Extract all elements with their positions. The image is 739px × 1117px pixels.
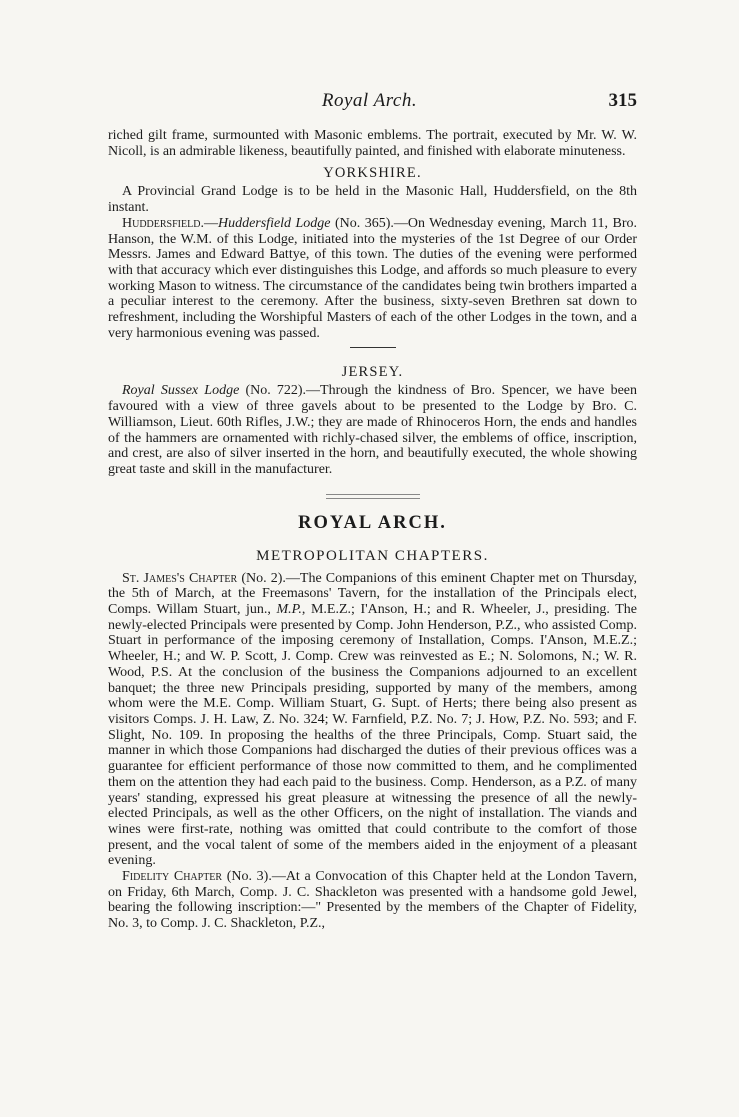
paragraph-provincial-grand-lodge: A Provincial Grand Lodge is to be held in the Masonic Hall, Huddersfield, on the 8th instant. <box>108 184 637 216</box>
page-content <box>108 128 637 932</box>
lodge-name: Huddersfield Lodge <box>217 215 331 231</box>
running-title: Royal Arch. <box>321 90 418 111</box>
paragraph-text: (No. 722).—Through the kindness of Bro. Spencer, we have been favoured with a view of three gavels about to be presented to the Lodge by Bro. C. Williamson, Lieut. 60th Rifles, J.W.; they are made of Rhinoceros Horn, the ends and handles of the hammers are ornamented with richly-chased silver, the emblems of office, inscription, and crest, are also of silver inserted in the horn, and beautifully executed, the whole showing great taste and skill in the manufacturer. <box>108 383 637 477</box>
lodge-name: Royal Sussex Lodge <box>122 383 240 399</box>
paragraph-text: (No. 365).—On Wednesday evening, March 11, Bro. Hanson, the W.M. of this Lodge, initiated into the mysteries of the 1st Degree of our Order Messrs. James and Edward Battye, of this town. The duties of the evening were performed with that accuracy which ever distinguishes this Lodge, and affords so much pleasure to every working Mason to witness. The circumstance of the candidates being twin brothers imparted a a peculiar interest to the ceremony. After the business, sixty-seven Brethren sat down to refreshment, including the Worshipful Masters of each of the other Lodges in the town, and a very harmonious evening was passed. <box>108 215 637 341</box>
paragraph-st-james-chapter <box>108 571 637 869</box>
paragraph-portrait: riched gilt frame, surmounted with Masonic emblems. The portrait, executed by Mr. W. W. Nicoll, is an admirable likeness, beautifully painted, and finished with elaborate minuteness. <box>108 128 637 159</box>
paragraph-fidelity-chapter <box>108 869 637 932</box>
section-heading-yorkshire: YORKSHIRE. <box>323 165 422 182</box>
em-dash: — <box>203 215 218 231</box>
running-head <box>0 90 739 114</box>
mp-title: M.P. <box>276 602 302 618</box>
page-number: 315 <box>608 90 637 111</box>
section-heading-jersey: JERSEY. <box>341 364 404 381</box>
chapter-name: St. James's Chapter <box>122 570 238 586</box>
subheading-metropolitan-chapters: METROPOLITAN CHAPTERS. <box>256 547 489 564</box>
double-rule-divider <box>326 494 420 499</box>
major-heading-royal-arch: ROYAL ARCH. <box>298 512 447 533</box>
paragraph-huddersfield <box>108 216 637 342</box>
paragraph-text: (No. 2).—The Companions of this eminent Chapter met on Thursday, the 5th of March, at the Freemasons' Tavern, for the installation of the Principals elect, Comps. Willam Stuart, jun., <box>108 570 637 618</box>
place-name: Huddersfield. <box>122 215 204 231</box>
paragraph-royal-sussex-lodge <box>108 383 637 477</box>
section-divider <box>350 347 396 348</box>
paragraph-text: (No. 3).—At a Convocation of this Chapter held at the London Tavern, on Friday, 6th March, Comp. J. C. Shackleton was presented with a handsome gold Jewel, bearing the following inscription:—" Presented by the members of the Chapter of Fidelity, No. 3, to Comp. J. C. Shackleton, P.Z., <box>108 869 637 932</box>
paragraph-text: , M.E.Z.; I'Anson, H.; and R. Wheeler, J., presiding. The newly-elected Principals were presented by Comp. John Henderson, P.Z., who assisted Comp. Stuart in performance of the imposing ceremony of Installation, Comps. I'Anson, M.E.Z.; Wheeler, H.; and W. P. Scott, J. Comp. Crew was reinvested as E.; N. Solomons, N.; W. R. Wood, P.S. At the conclusion of the business the Companions adjourned to an excellent banquet; the three new Principals presiding, supported by many of the members, among whom were the M.E. Comp. William Stuart, G. Supt. of Herts; there being also present as visitors Comps. J. H. Law, Z. No. 324; W. Farnfield, P.Z. No. 7; J. How, P.Z. No. 593; and F. Slight, No. 109. In proposing the healths of the three Principals, Comp. Stuart said, the manner in which those Companions had discharged the duties of their previous offices was a guarantee for efficient performance of those now committed to them, and he complimented them on the attention they had each paid to the business. Comp. Henderson, as a P.Z. of many years' standing, expressed his great pleasure at witnessing the presence of all the newly-elected Principals, as well as the other Officers, on the night of installation. The viands and wines were first-rate, nothing was omitted that could contribute to the comfort of those present, and the vocal talent of some of the members aided in the enjoyment of a pleasant evening. <box>108 602 637 869</box>
chapter-name: Fidelity Chapter <box>122 869 223 885</box>
